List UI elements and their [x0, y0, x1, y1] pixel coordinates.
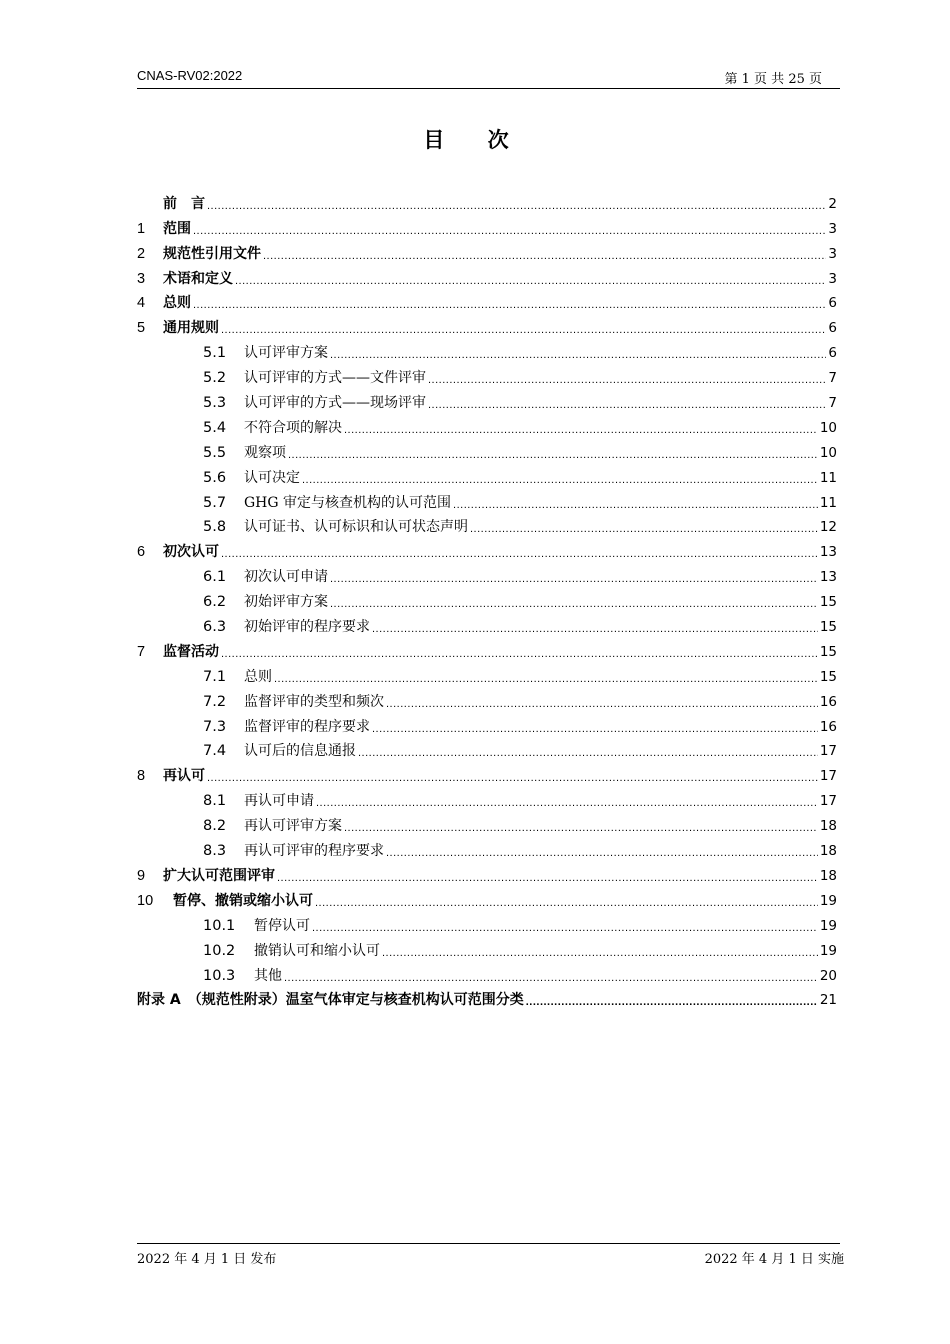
toc-entry-title: 术语和定义 — [163, 270, 233, 287]
toc-leader-dots — [344, 821, 818, 835]
toc-entry[interactable] — [137, 636, 837, 661]
toc-leader-dots — [193, 224, 826, 238]
toc-leader-dots — [330, 572, 818, 586]
toc-entry-page: 3 — [828, 220, 837, 237]
toc-entry-number: 10.2 — [203, 942, 236, 959]
toc-entry[interactable] — [137, 611, 837, 636]
toc-entry-page: 6 — [828, 320, 837, 337]
toc-entry-number: 8.1 — [203, 793, 227, 810]
toc-entry[interactable] — [137, 238, 837, 263]
toc-leader-dots — [235, 274, 826, 288]
toc-entry-page: 7 — [828, 395, 837, 412]
toc-entry-number: 5.7 — [203, 494, 227, 511]
toc-entry-page: 17 — [819, 743, 837, 760]
toc-entry-title: 附录 A （规范性附录）温室气体审定与核查机构认可范围分类 — [137, 992, 524, 1009]
toc-entry-number: 5.2 — [203, 370, 227, 387]
toc-entry-number: 1 — [137, 220, 146, 237]
toc-entry-page: 21 — [819, 992, 837, 1009]
toc-entry[interactable] — [137, 213, 837, 238]
toc-leader-dots — [386, 846, 818, 860]
toc-entry-number: 5 — [137, 320, 146, 337]
toc-entry-number: 2 — [137, 245, 146, 262]
toc-leader-dots — [302, 473, 818, 487]
toc-entry-page: 15 — [819, 619, 837, 636]
toc-entry-page: 2 — [828, 195, 837, 212]
toc-entry-title: 前 言 — [163, 195, 205, 212]
toc-leader-dots — [274, 672, 818, 686]
toc-entry-page: 13 — [819, 544, 837, 561]
toc-leader-dots — [372, 622, 818, 636]
toc-entry-title: 认可评审的方式——文件评审 — [244, 370, 426, 387]
page-footer — [137, 1243, 844, 1267]
toc-entry[interactable] — [137, 860, 837, 885]
toc-leader-dots — [263, 249, 826, 263]
toc-entry-page: 3 — [828, 245, 837, 262]
toc-entry-title: 监督评审的程序要求 — [244, 718, 370, 735]
toc-entry-title: 规范性引用文件 — [163, 245, 261, 262]
toc-entry[interactable] — [137, 412, 837, 437]
table-of-contents — [137, 188, 837, 1009]
toc-entry-number: 8.3 — [203, 843, 227, 860]
toc-leader-dots — [428, 398, 826, 412]
toc-entry[interactable] — [137, 711, 837, 736]
toc-entry-page: 10 — [819, 444, 837, 461]
toc-entry[interactable] — [137, 885, 837, 910]
page-header — [137, 66, 840, 89]
toc-entry[interactable] — [137, 188, 837, 213]
toc-leader-dots — [526, 995, 818, 1009]
toc-entry[interactable] — [137, 462, 837, 487]
toc-entry-page: 6 — [828, 345, 837, 362]
toc-entry-title: GHG 审定与核查机构的认可范围 — [244, 494, 452, 511]
toc-leader-dots — [315, 896, 818, 910]
toc-leader-dots — [372, 722, 818, 736]
toc-leader-dots — [277, 871, 818, 885]
toc-entry-title: 暂停认可 — [254, 917, 310, 934]
toc-entry-number: 3 — [137, 270, 146, 287]
toc-entry-title: 范围 — [163, 220, 191, 237]
toc-entry-page: 11 — [819, 469, 837, 486]
toc-entry-page: 11 — [819, 494, 837, 511]
toc-entry-title: 初次认可 — [163, 544, 219, 561]
toc-entry-number: 4 — [137, 295, 146, 312]
issue-date: 2022 年 4 月 1 日 发布 — [137, 1252, 277, 1267]
toc-entry-number: 8.2 — [203, 818, 227, 835]
toc-leader-dots — [428, 373, 826, 387]
toc-entry-page: 7 — [828, 370, 837, 387]
toc-entry-title: 暂停、撤销或缩小认可 — [173, 892, 313, 909]
toc-entry-title: 初次认可申请 — [244, 569, 328, 586]
toc-entry[interactable] — [137, 985, 837, 1010]
toc-entry[interactable] — [137, 561, 837, 586]
toc-entry-number: 5.6 — [203, 469, 227, 486]
toc-entry-page: 15 — [819, 668, 837, 685]
toc-entry[interactable] — [137, 487, 837, 512]
toc-entry-number: 5.5 — [203, 444, 227, 461]
toc-entry[interactable] — [137, 960, 837, 985]
toc-entry-title: 初始评审的程序要求 — [244, 619, 370, 636]
toc-entry-title: 总则 — [244, 668, 272, 685]
toc-entry-number: 10 — [137, 892, 154, 909]
toc-entry-number: 10.1 — [203, 917, 236, 934]
toc-entry-page: 15 — [819, 594, 837, 611]
toc-entry[interactable] — [137, 387, 837, 412]
toc-entry[interactable] — [137, 586, 837, 611]
toc-entry-number: 7.1 — [203, 668, 227, 685]
toc-entry-title: 认可决定 — [244, 469, 300, 486]
toc-entry-page: 18 — [819, 867, 837, 884]
toc-entry-title: 初始评审方案 — [244, 594, 328, 611]
toc-entry-page: 20 — [819, 967, 837, 984]
toc-leader-dots — [344, 423, 818, 437]
toc-entry[interactable] — [137, 760, 837, 785]
toc-entry[interactable] — [137, 686, 837, 711]
toc-entry-title: 不符合项的解决 — [244, 419, 342, 436]
toc-entry-title: 监督评审的类型和频次 — [244, 693, 384, 710]
toc-entry[interactable] — [137, 536, 837, 561]
toc-entry-title: 认可评审的方式——现场评审 — [244, 395, 426, 412]
toc-entry-page: 15 — [819, 643, 837, 660]
toc-entry-number: 8 — [137, 768, 146, 785]
toc-leader-dots — [386, 697, 818, 711]
toc-entry-title: 其他 — [254, 967, 282, 984]
toc-entry-title: 观察项 — [244, 444, 286, 461]
toc-entry-number: 5.4 — [203, 419, 227, 436]
toc-entry-page: 6 — [828, 295, 837, 312]
toc-entry[interactable] — [137, 288, 837, 313]
toc-entry-page: 3 — [828, 270, 837, 287]
toc-entry-number: 7.2 — [203, 693, 227, 710]
toc-entry-number: 10.3 — [203, 967, 236, 984]
toc-leader-dots — [288, 448, 818, 462]
toc-leader-dots — [453, 498, 818, 512]
toc-leader-dots — [470, 522, 818, 536]
toc-entry-page: 18 — [819, 843, 837, 860]
toc-entry-title: 再认可评审的程序要求 — [244, 843, 384, 860]
toc-entry-title: 认可后的信息通报 — [244, 743, 356, 760]
toc-entry-title: 认可评审方案 — [244, 345, 328, 362]
toc-entry-title: 认可证书、认可标识和认可状态声明 — [244, 519, 468, 536]
toc-entry[interactable] — [137, 785, 837, 810]
toc-entry-number: 5.3 — [203, 395, 227, 412]
toc-entry-number: 9 — [137, 867, 146, 884]
toc-entry-title: 再认可评审方案 — [244, 818, 342, 835]
toc-leader-dots — [284, 971, 818, 985]
toc-entry-title: 再认可 — [163, 768, 205, 785]
toc-entry[interactable] — [137, 263, 837, 288]
page-info: 第 1 页 共 25 页 — [724, 72, 822, 87]
toc-leader-dots — [221, 323, 826, 337]
toc-entry-page: 16 — [819, 718, 837, 735]
toc-leader-dots — [330, 348, 826, 362]
toc-entry[interactable] — [137, 661, 837, 686]
toc-entry-number: 7.4 — [203, 743, 227, 760]
toc-entry-page: 13 — [819, 569, 837, 586]
toc-entry-number: 5.1 — [203, 345, 227, 362]
toc-entry[interactable] — [137, 312, 837, 337]
toc-leader-dots — [312, 921, 818, 935]
toc-entry-title: 再认可申请 — [244, 793, 314, 810]
toc-entry[interactable] — [137, 512, 837, 537]
toc-entry-page: 18 — [819, 818, 837, 835]
effective-date: 2022 年 4 月 1 日 实施 — [704, 1252, 844, 1267]
toc-entry-page: 17 — [819, 768, 837, 785]
toc-entry-page: 19 — [819, 892, 837, 909]
toc-entry[interactable] — [137, 910, 837, 935]
toc-leader-dots — [193, 298, 826, 312]
toc-entry[interactable] — [137, 437, 837, 462]
toc-leader-dots — [316, 796, 818, 810]
toc-entry-title: 扩大认可范围评审 — [163, 867, 275, 884]
toc-entry-title: 监督活动 — [163, 643, 219, 660]
toc-entry-number: 6.1 — [203, 569, 227, 586]
toc-leader-dots — [207, 771, 818, 785]
toc-entry[interactable] — [137, 810, 837, 835]
toc-entry-page: 12 — [819, 519, 837, 536]
toc-leader-dots — [221, 647, 818, 661]
toc-entry-number: 7 — [137, 643, 146, 660]
toc-entry[interactable] — [137, 736, 837, 761]
toc-entry-number: 7.3 — [203, 718, 227, 735]
toc-entry-title: 通用规则 — [163, 320, 219, 337]
toc-leader-dots — [207, 199, 826, 213]
toc-leader-dots — [358, 746, 818, 760]
toc-entry-title: 撤销认可和缩小认可 — [254, 942, 380, 959]
page-title: 目 次 — [423, 128, 527, 152]
toc-entry-number: 6 — [137, 544, 146, 561]
toc-entry-number: 5.8 — [203, 519, 227, 536]
toc-entry-page: 19 — [819, 917, 837, 934]
toc-entry-page: 10 — [819, 419, 837, 436]
toc-entry[interactable] — [137, 337, 837, 362]
doc-code: CNAS-RV02:2022 — [137, 68, 243, 83]
toc-entry-number: 6.3 — [203, 619, 227, 636]
toc-leader-dots — [330, 597, 818, 611]
toc-entry[interactable] — [137, 362, 837, 387]
toc-entry-page: 16 — [819, 693, 837, 710]
toc-entry-page: 19 — [819, 942, 837, 959]
toc-leader-dots — [382, 946, 818, 960]
toc-entry-title: 总则 — [163, 295, 191, 312]
toc-entry-number: 6.2 — [203, 594, 227, 611]
toc-leader-dots — [221, 547, 818, 561]
toc-entry[interactable] — [137, 935, 837, 960]
toc-entry-page: 17 — [819, 793, 837, 810]
toc-entry[interactable] — [137, 835, 837, 860]
